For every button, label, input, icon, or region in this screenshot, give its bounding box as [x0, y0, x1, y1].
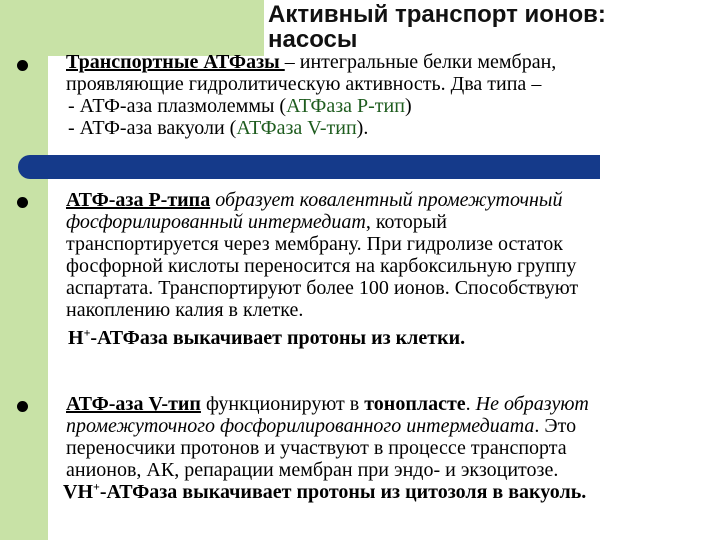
bullet-1	[17, 60, 28, 71]
slide-title	[268, 2, 718, 52]
section-divider-bar	[18, 155, 600, 179]
bullet-3	[17, 401, 28, 412]
paragraph-3: АТФ-аза V-тип функционируют в тонопласте. Не образуют промежуточного фосфорилированного интермедиата. Это переносчики протонов и участвуют в процессе транспорта анионов, АК, репарации мембран при эндо- и экзоцитозе. VН+-АТФаза выкачивает протоны из цитозоля в вакуоль.	[66, 393, 716, 503]
title-line-2: насосы	[268, 26, 358, 53]
term-p-type: АТФ-аза Р-типа	[66, 189, 211, 211]
left-decor-bar	[0, 0, 48, 540]
paragraph-2: АТФ-аза Р-типа образует ковалентный промежуточный фосфорилированный интермедиат, который транспортируется через мембрану. При гидролизе остаток фосфорной кислоты переносится на карбоксильную группу аспартата. Транспортируют более 100 ионов. Способствуют накоплению калия в клетке. Н+-АТФаза выкачивает протоны из клетки.	[66, 189, 716, 349]
v-type-label: АТФаза V-тип	[236, 117, 357, 139]
term-transport-atpases: Транспортные АТФазы	[66, 51, 285, 73]
paragraph-1: Транспортные АТФазы – интегральные белки мембран, проявляющие гидролитическую активность. Два типа – - АТФ-аза плазмолеммы (АТФаза Р-тип) - АТФ-аза вакуоли (АТФаза V-тип).	[66, 51, 557, 139]
p-type-summary: Н+-АТФаза выкачивает протоны из клетки.	[68, 325, 466, 349]
p-type-label: АТФаза Р-тип	[286, 95, 405, 117]
term-v-type: АТФ-аза V-тип	[66, 393, 201, 415]
bullet-2	[17, 197, 28, 208]
v-type-summary: VН+-АТФаза выкачивает протоны из цитозоля в вакуоль.	[63, 479, 587, 503]
top-decor-band	[48, 0, 264, 56]
title-line-1: Активный транспорт ионов:	[268, 1, 606, 28]
